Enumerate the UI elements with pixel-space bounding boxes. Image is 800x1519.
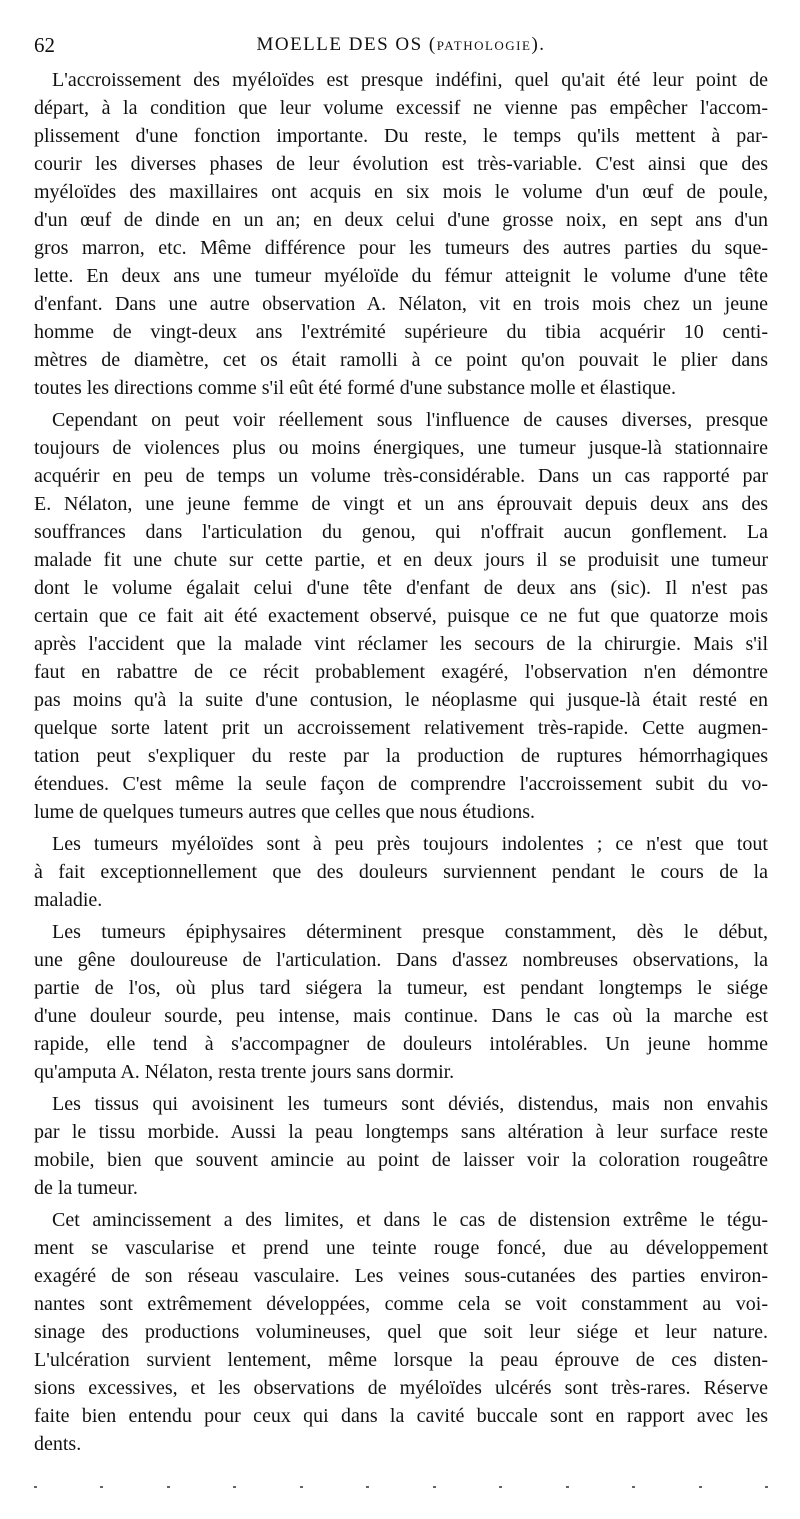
text-line: d'une douleur sourde, peu intense, mais continue. Dans le cas où la marche est — [34, 1005, 768, 1027]
text-line: dont le volume égalait celui d'une tête d'enfant de deux ans (sic). Il n'est pas — [34, 577, 768, 599]
text-line: de la tumeur. — [34, 1177, 138, 1199]
text-line: maladie. — [34, 889, 103, 911]
text-line: acquérir en peu de temps un volume très-considérable. Dans un cas rapporté par — [34, 465, 768, 487]
text-line: étendues. C'est même la seule façon de comprendre l'accroissement subit du vo- — [34, 773, 768, 795]
text-line: après l'accident que la malade vint réclamer les secours de la chirurgie. Mais s'il — [34, 633, 768, 655]
running-title-main: MOELLE DES OS ( — [256, 34, 437, 55]
paragraph — [34, 918, 768, 1086]
text-line: L'ulcération survient lentement, même lorsque la peau éprouve de ces disten- — [34, 1349, 768, 1371]
text-line: Cet amincissement a des limites, et dans le cas de distension extrême le tégu- — [52, 1209, 768, 1231]
text-line: qu'amputa A. Nélaton, resta trente jours sans dormir. — [34, 1061, 455, 1083]
speck — [765, 1486, 768, 1488]
text-line: tation peut s'expliquer du reste par la production de ruptures hémorrhagiques — [34, 745, 768, 767]
running-head — [34, 32, 768, 58]
text-line: certain que ce fait ait été exactement observé, puisque ce ne fut que quatorze mois — [34, 605, 768, 627]
text-line: pas moins qu'à la suite d'une contusion, le néoplasme qui jusque-là était resté en — [34, 689, 768, 711]
running-title — [34, 32, 768, 59]
speck — [366, 1486, 369, 1488]
text-line: Les tumeurs myéloïdes sont à peu près toujours indolentes ; ce n'est que tout — [52, 833, 768, 855]
text-line: homme de vingt-deux ans l'extrémité supérieure du tibia acquérir 10 centi- — [34, 321, 768, 343]
speck — [699, 1486, 702, 1488]
text-line: à fait exceptionnellement que des douleurs surviennent pendant le cours de la — [34, 861, 768, 883]
running-title-section: PATHOLOGIE — [436, 38, 532, 53]
text-line: L'accroissement des myéloïdes est presque indéfini, quel qu'ait été leur point de — [52, 69, 768, 91]
running-title-end: ). — [531, 34, 546, 55]
speck — [167, 1486, 170, 1488]
speck — [233, 1486, 236, 1488]
text-line: exagéré de son réseau vasculaire. Les veines sous-cutanées des parties environ- — [34, 1265, 768, 1287]
text-line: mètres de diamètre, cet os était ramolli à ce point qu'on pouvait le plier dans — [34, 349, 768, 371]
text-line: toutes les directions comme s'il eût été formé d'une substance molle et élastique. — [34, 377, 677, 399]
text-line: plissement d'une fonction importante. Du reste, le temps qu'ils mettent à par- — [34, 125, 768, 147]
text-line: partie de l'os, où plus tard siégera la tumeur, est pendant longtemps le siége — [34, 977, 768, 999]
text-line: sinage des productions volumineuses, quel que soit leur siége et leur nature. — [34, 1321, 768, 1343]
text-line: d'un œuf de dinde en un an; en deux celui d'une grosse noix, en sept ans d'un — [34, 209, 768, 231]
speck — [433, 1486, 436, 1488]
text-line: nantes sont extrêmement développées, comme cela se voit constamment au voi- — [34, 1293, 768, 1315]
text-line: par le tissu morbide. Aussi la peau longtemps sans altération à leur surface reste — [34, 1121, 768, 1143]
speck — [34, 1486, 37, 1488]
text-line: Les tumeurs épiphysaires déterminent presque constamment, dès le début, — [52, 921, 768, 943]
text-line: malade fit une chute sur cette partie, et en deux jours il se produisit une tumeur — [34, 549, 768, 571]
text-line: mobile, bien que souvent amincie au point de laisser voir la coloration rougeâtre — [34, 1149, 768, 1171]
speck — [300, 1486, 303, 1488]
speck — [100, 1486, 103, 1488]
text-line: gros marron, etc. Même différence pour les tumeurs des autres parties du sque- — [34, 237, 768, 259]
text-line: sions excessives, et les observations de myéloïdes ulcérés sont très-rares. Réserve — [34, 1377, 768, 1399]
text-line: Cependant on peut voir réellement sous l'influence de causes diverses, presque — [52, 409, 768, 431]
text-line: faut en rabattre de ce récit probablement exagéré, l'observation n'en démontre — [34, 661, 768, 683]
speck — [566, 1486, 569, 1488]
text-line: quelque sorte latent prit un accroissement relativement très-rapide. Cette augmen- — [34, 717, 768, 739]
text-line: une gêne douloureuse de l'articulation. Dans d'assez nombreuses observations, la — [34, 949, 768, 971]
text-line: myéloïdes des maxillaires ont acquis en six mois le volume d'un œuf de poule, — [34, 181, 768, 203]
page-number: 62 — [34, 33, 55, 57]
paragraph — [34, 406, 768, 826]
text-line: faite bien entendu pour ceux qui dans la cavité buccale sont en rapport avec les — [34, 1405, 768, 1427]
paragraph — [34, 1206, 768, 1458]
text-line: souffrances dans l'articulation du genou, qui n'offrait aucun gonflement. La — [34, 521, 768, 543]
paragraph — [34, 1090, 768, 1202]
text-line: E. Nélaton, une jeune femme de vingt et un ans éprouvait depuis deux ans des — [34, 493, 768, 515]
text-line: ment se vascularise et prend une teinte rouge foncé, due au développement — [34, 1237, 768, 1259]
paragraph — [34, 66, 768, 402]
text-line: d'enfant. Dans une autre observation A. Nélaton, vit en trois mois chez un jeune — [34, 293, 768, 315]
page-bottom-specks — [34, 1486, 768, 1490]
text-line: lette. En deux ans une tumeur myéloïde du fémur atteignit le volume d'une tête — [34, 265, 768, 287]
speck — [499, 1486, 502, 1488]
text-line: courir les diverses phases de leur évolution est très-variable. C'est ainsi que des — [34, 153, 768, 175]
body-text — [34, 66, 768, 1458]
text-line: rapide, elle tend à s'accompagner de douleurs intolérables. Un jeune homme — [34, 1033, 768, 1055]
text-line: toujours de violences plus ou moins énergiques, une tumeur jusque-là stationnaire — [34, 437, 768, 459]
text-line: dents. — [34, 1433, 82, 1455]
text-line: lume de quelques tumeurs autres que celles que nous étudions. — [34, 801, 535, 823]
speck — [632, 1486, 635, 1488]
text-line: Les tissus qui avoisinent les tumeurs sont déviés, distendus, mais non envahis — [52, 1093, 768, 1115]
paragraph — [34, 830, 768, 914]
text-line: départ, à la condition que leur volume excessif ne vienne pas empêcher l'accom- — [34, 97, 768, 119]
